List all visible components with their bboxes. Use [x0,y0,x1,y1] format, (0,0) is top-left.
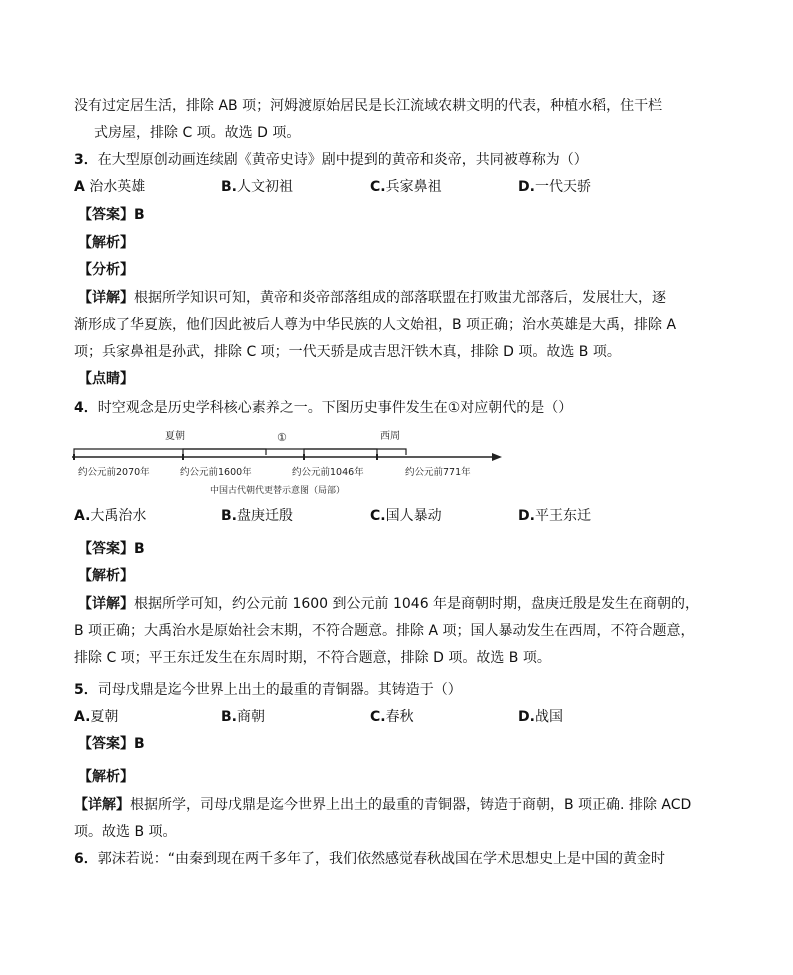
fenxi-tag: 【分析】 [78,262,134,278]
question-text: 在大型原创动画连续剧《黄帝史诗》剧中提到的黄帝和炎帝，共同被尊称为（） [97,152,588,168]
option-c: C.兵家鼻祖 [370,179,442,195]
analysis-tag: 【解析】 [78,568,134,584]
detail-line: 项；兵家鼻祖是孙武，排除 C 项；一代天骄是成吉思汗铁木真，排除 D 项。故选 B 项。 [74,344,621,360]
detail-line: 渐形成了华夏族，他们因此被后人尊为中华民族的人文始祖，B 项正确；治水英雄是大禹，排除 A [74,317,677,333]
detail-line: 【详解】根据所学知识可知，黄帝和炎帝部落组成的部落联盟在打败蚩尤部落后，发展壮大，逐 [78,290,666,306]
option-b: B.商朝 [221,709,265,725]
date-label: 约公元前2070年 [78,467,150,478]
analysis-tag: 【解析】 [78,235,134,251]
label-xizhou: 西周 [380,431,400,442]
answer-line: 【答案】B [78,541,145,557]
label-1: ① [277,431,287,444]
detail-line: B 项正确；大禹治水是原始社会末期，不符合题意。排除 A 项；国人暴动发生在西周，不符合题意， [74,623,695,639]
option-a: A 治水英雄 [74,179,146,195]
date-label: 约公元前771年 [405,467,471,478]
option-d: D.战国 [518,709,563,725]
option-d: D.平王东迁 [518,508,591,524]
detail-line: 【详解】根据所学，司母戊鼎是迄今世界上出土的最重的青铜器，铸造于商朝，B 项正确. 排除 ACD [74,797,692,813]
option-b: B.盘庚迁殷 [221,508,293,524]
arrow-icon [492,453,502,461]
question-number: 3． [74,152,98,168]
dynasty-timeline-figure [70,425,510,500]
question-text: 时空观念是历史学科核心素养之一。下图历史事件发生在①对应朝代的是（） [97,400,573,416]
dynasty-1-bracket [183,449,377,455]
xia-bracket [74,449,266,455]
date-label: 约公元前1600年 [180,467,252,478]
answer-line: 【答案】B [78,207,145,223]
option-d: D.一代天骄 [518,179,591,195]
paragraph-line: 没有过定居生活，排除 AB 项；河姆渡原始居民是长江流域农耕文明的代表，种植水稻，住干栏 [74,98,663,114]
option-c: C.国人暴动 [370,508,442,524]
question-number: 6． [74,851,98,867]
question-text: 郭沫若说：“由秦到现在两千多年了，我们依然感觉春秋战国在学术思想史上是中国的黄金时 [97,851,666,867]
option-a: A.夏朝 [74,709,119,725]
detail-line: 【详解】根据所学可知，约公元前 1600 到公元前 1046 年是商朝时期，盘庚迁殷是发生在商朝的， [78,596,700,612]
detail-line: 排除 C 项；平王东迁发生在东周时期，不符合题意，排除 D 项。故选 B 项。 [74,650,551,666]
question-3 [74,151,588,169]
detail-line: 项。故选 B 项。 [74,824,177,840]
paragraph-line: 式房屋，排除 C 项。故选 D 项。 [94,125,301,141]
question-4 [74,399,572,417]
label-xia: 夏朝 [165,431,185,442]
analysis-tag: 【解析】 [78,769,134,785]
question-number: 4． [74,400,98,416]
question-number: 5． [74,682,98,698]
option-c: C.春秋 [370,709,414,725]
option-a: A.大禹治水 [74,508,147,524]
date-label: 约公元前1046年 [292,467,364,478]
figure-caption: 中国古代朝代更替示意图（局部） [210,486,346,496]
question-6 [74,850,665,868]
xizhou-bracket [304,449,406,455]
answer-line: 【答案】B [78,736,145,752]
question-5 [74,681,462,699]
option-b: B.人文初祖 [221,179,293,195]
question-text: 司母戊鼎是迄今世界上出土的最重的青铜器。其铸造于（） [97,682,462,698]
dianjing-tag: 【点睛】 [78,371,134,387]
